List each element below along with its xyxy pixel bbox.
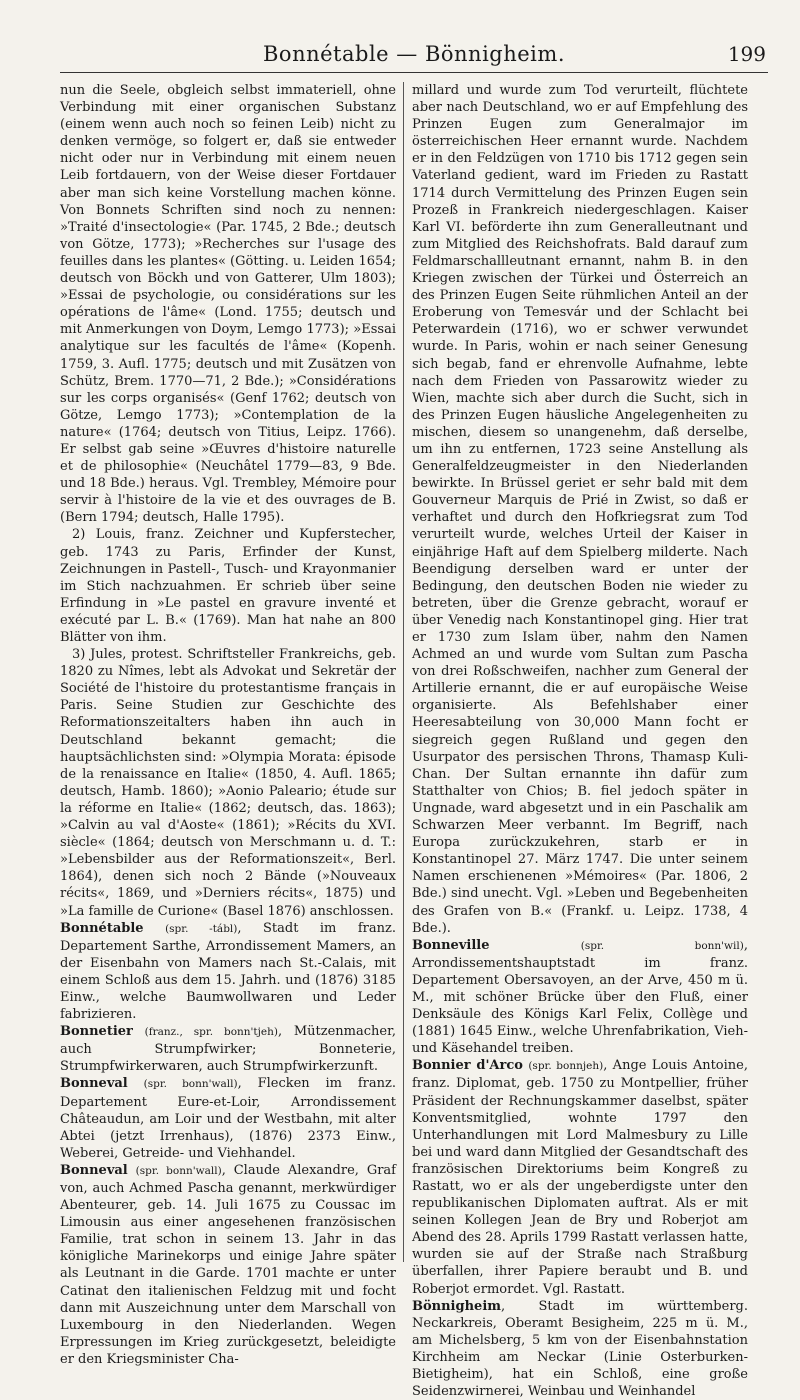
entry-bonnetable bbox=[60, 920, 396, 1024]
entry-pronunciation: (franz., spr. bonn'tjeh) bbox=[144, 1026, 278, 1039]
entry-text: , Stadt im württemberg. Neckarkreis, Oberamt Besigheim, 225 m ü. M., am Michelsberg, 5 km von der Eisenbahnstation Kirchheim am Neckar (Linie Osterburken-Bietigheim), hat ein Schloß, eine große Seidenzwirnerei, Weinbau und Weinhandel bbox=[412, 1298, 748, 1400]
page-number: 199 bbox=[727, 42, 766, 66]
left-column bbox=[60, 82, 397, 1367]
entry-pronunciation: (spr. bonn'wall) bbox=[135, 1164, 222, 1177]
entry-pronunciation: (spr. -tábl) bbox=[165, 922, 238, 935]
entry-pronunciation: (spr. bonn'wall) bbox=[143, 1078, 238, 1091]
entry-pronunciation: (spr. bonnjeh) bbox=[528, 1060, 604, 1073]
entry-pronunciation: (spr. bonn'wil) bbox=[580, 939, 744, 952]
entry-bonneville bbox=[412, 937, 748, 1058]
entry-bonnier-darco bbox=[412, 1057, 748, 1297]
paragraph-continuation: millard und wurde zum Tod verurteilt, flüchtete aber nach Deutschland, wo er auf Empfehlung des Prinzen Eugen zum Generalmajor im österreichischen Heer ernannt wurde. Nachdem er in den Feldzügen von 1710 bis 1712 gegen sein Vaterland gedient, ward im Frieden zu Rastatt 1714 durch Vermittelung des Prinzen Eugen sein Prozeß in Frankreich niedergeschlagen. Kaiser Karl VI. beförderte ihn zum Generalleutnant und zum Mitglied des Reichshofrats. Bald darauf zum Feldmarschallleutnant ernannt, nahm B. in den Kriegen zwischen der Türkei und Österreich an des Prinzen Eugen Seite rühmlichen Anteil an der Eroberung von Temesvár und der Schlacht bei Peterwardein (1716), wo er schwer verwundet wurde. In Paris, wohin er nach seiner Genesung sich begab, fand er ehrenvolle Aufnahme, lebte nach dem Frieden von Passarowitz wieder zu Wien, machte sich aber durch die Sucht, sich in des Prinzen Eugen häusliche Angelegenheiten zu mischen, diesem so unangenehm, daß derselbe, um ihn zu entfernen, 1723 seine Anstellung als Generalfeldzeugmeister in den Niederlanden bewirkte. In Brüssel geriet er sehr bald mit dem Gouverneur Marquis de Prié in Zwist, so daß er verhaftet und durch den Hofkriegsrat zum Tod verurteilt wurde, welches Urteil der Kaiser in einjährige Haft auf dem Spielberg milderte. Nach Beendigung derselben ward er unter der Bedingung, den deutschen Boden nie wieder zu betreten, über die Grenze gebracht, worauf er über Venedig nach Konstantinopel ging. Hier trat er 1730 zum Islam über, nahm den Namen Achmed an und wurde vom Sultan zum Pascha von drei Roßschweifen, nachher zum General der Artillerie ernannt, die er auf europäische Weise organisierte. Als Befehlshaber einer Heeresabteilung von 30,000 Mann focht er siegreich gegen Rußland und gegen den Usurpator des persischen Throns, Thamasp Kuli-Chan. Der Sultan ernannte ihn dafür zum Statthalter von Chios; B. fiel jedoch später in Ungnade, ward abgesetzt und in ein Paschalik am Schwarzen Meer verbannt. Im Begriff, nach Europa zurückzukehren, starb er in Konstantinopel 27. März 1747. Die unter seinem Namen erschienenen »Mémoires« (Par. 1806, 2 Bde.) sind unecht. Vgl. »Leben und Begebenheiten des Grafen von B.« (Frankf. u. Leipz. 1738, 4 Bde.). bbox=[412, 83, 748, 936]
entry-headword: Bonnétable bbox=[60, 920, 144, 936]
entry-headword: Bonneville bbox=[412, 937, 490, 953]
entry-headword: Bonnetier bbox=[60, 1024, 133, 1040]
entry-bonneval-town bbox=[60, 1075, 396, 1161]
page-header bbox=[60, 40, 768, 73]
entry-headword: Bonneval bbox=[60, 1162, 128, 1178]
entry-headword: Bonneval bbox=[60, 1076, 128, 1092]
entry-bonneval-person bbox=[60, 1162, 396, 1368]
entry-headword: Bönnigheim bbox=[412, 1298, 502, 1314]
entry-text: , Claude Alexandre, Graf von, auch Achmed Pascha genannt, merkwürdiger Abenteurer, geb. 14. Juli 1675 zu Coussac im Limousin aus einer angesehenen französischen Familie, trat schon in seinem 13. Jahr in das königliche Marinekorps und einige Jahre später als Leutnant in die Garde. 1701 machte er unter Catinat den italienischen Feldzug mit und focht dann mit Auszeichnung unter dem Marschall von Luxembourg in den Niederlanden. Wegen Erpressungen im Krieg zurückgesetzt, beleidigte er den Kriegsminister Cha- bbox=[60, 1162, 396, 1367]
entry-text: , Stadt im franz. Departement Sarthe, Arrondissement Mamers, an der Eisenbahn von Mamers nach St.-Calais, mit einem Schloß aus dem 15. Jahrh. und (1876) 3185 Einw., welche Baumwollwaren und Leder fabrizieren. bbox=[60, 920, 397, 1023]
entry-text: , Ange Louis Antoine, franz. Diplomat, geb. 1750 zu Montpellier, früher Präsident der Rechnungskammer daselbst, später Konventsmitglied, wohnte 1797 den Unterhandlungen mit Lord Malmesbury zu Lille bei und ward dann Mitglied der Gesandtschaft des französischen Direktoriums beim Kongreß zu Rastatt, wo er als der ungeberdigste unter den republikanischen Diplomaten auftrat. Als er mit seinen Kollegen Jean de Bry und Roberjot am Abend des 28. Aprils 1799 Rastatt verlassen hatte, wurden sie auf der Straße nach Straßburg überfallen, ihrer Papiere beraubt und B. und Roberjot ermordet. Vgl. Rastatt. bbox=[412, 1058, 748, 1297]
paragraph: 3) Jules, protest. Schriftsteller Frankreichs, geb. 1820 zu Nîmes, lebt als Advokat und Sekretär der Société de l'histoire du protestantisme français in Paris. Seine Studien zur Geschichte des Reformationszeitalters haben ihn auch in Deutschland bekannt gemacht; die hauptsächlichsten sind: »Olympia Morata: épisode de la renaissance en Italie« (1850, 4. Aufl. 1865; deutsch, Hamb. 1860); »Aonio Paleario; étude sur la réforme en Italie« (1862; deutsch, das. 1863); »Calvin au val d'Aoste« (1861); »Récits du XVI. siècle« (1864; deutsch von Merschmann u. d. T.: »Lebensbilder aus der Reformationszeit«, Berl. 1864), denen sich noch 2 Bände (»Nouveaux récits«, 1869, und »Derniers récits«, 1875) und »La famille de Curione« (Basel 1876) anschlossen. bbox=[60, 647, 396, 919]
running-head: Bonnétable — Bönnigheim. bbox=[263, 42, 565, 66]
entry-text: , Mützenmacher, auch Strumpfwirker; Bonneterie, Strumpfwirkerwaren, auch Strumpfwirkerzunft. bbox=[60, 1024, 396, 1075]
entry-headword: Bonnier d'Arco bbox=[412, 1058, 523, 1074]
column-divider bbox=[403, 82, 404, 1262]
entry-text: , Flecken im franz. Departement Eure-et-Loir, Arrondissement Châteaudun, am Loir und der Westbahn, mit alter Abtei (jetzt Irrenhaus), (1876) 2373 Einw., Weberei, Getreide- und Viehhandel. bbox=[60, 1076, 396, 1161]
entry-bonnetier bbox=[60, 1023, 396, 1075]
entry-text: , Arrondissementshauptstadt im franz. Departement Obersavoyen, an der Arve, 450 m ü. M., mit schöner Brücke über den Fluß, einer Denksäule des Königs Karl Felix, Collège und (1881) 1645 Einw., welche Uhrenfabrikation, Vieh- und Käsehandel treiben. bbox=[412, 937, 748, 1057]
paragraph: 2) Louis, franz. Zeichner und Kupferstecher, geb. 1743 zu Paris, Erfinder der Kunst, Zeichnungen in Pastell-, Tusch- und Krayonmanier im Stich nachzuahmen. Er schrieb über seine Erfindung in »Le pastel en gravure inventé et exécuté par L. B.« (1769). Man hat nahe an 800 Blätter von ihm. bbox=[60, 527, 396, 645]
paragraph-continuation: nun die Seele, obgleich selbst immateriell, ohne Verbindung mit einer organischen Substanz (einem wenn auch noch so feinen Leib) nicht zu denken vermöge, so folgert er, daß sie entweder nicht oder nur in Verbindung mit einem neuen Leib fortdauern, von der Weise dieser Fortdauer aber man sich keine Vorstellung machen könne. Von Bonnets Schriften sind noch zu nennen: »Traité d'insectologie« (Par. 1745, 2 Bde.; deutsch von Götze, 1773); »Recherches sur l'usage des feuilles dans les plantes« (Götting. u. Leiden 1654; deutsch von Böckh und von Gatterer, Ulm 1803); »Essai de psychologie, ou considérations sur les opérations de l'âme« (Lond. 1755; deutsch und mit Anmerkungen von Doym, Lemgo 1773); »Essai analytique sur les facultés de l'âme« (Kopenh. 1759, 3. Aufl. 1775; deutsch und mit Zusätzen von Schütz, Brem. 1770—71, 2 Bde.); »Considérations sur les corps organisés« (Genf 1762; deutsch von Götze, Lemgo 1773); »Contemplation de la nature« (1764; deutsch von Titius, Leipz. 1766). Er selbst gab seine »Œuvres d'histoire naturelle et de philosophie« (Neuchâtel 1779—83, 9 Bde. und 18 Bde.) heraus. Vgl. Trembley, Mémoire pour servir à l'histoire de la vie et des ouvrages de B. (Bern 1794; deutsch, Halle 1795). bbox=[60, 83, 396, 526]
entry-bonnigheim bbox=[412, 1298, 748, 1400]
right-column bbox=[412, 82, 748, 1400]
